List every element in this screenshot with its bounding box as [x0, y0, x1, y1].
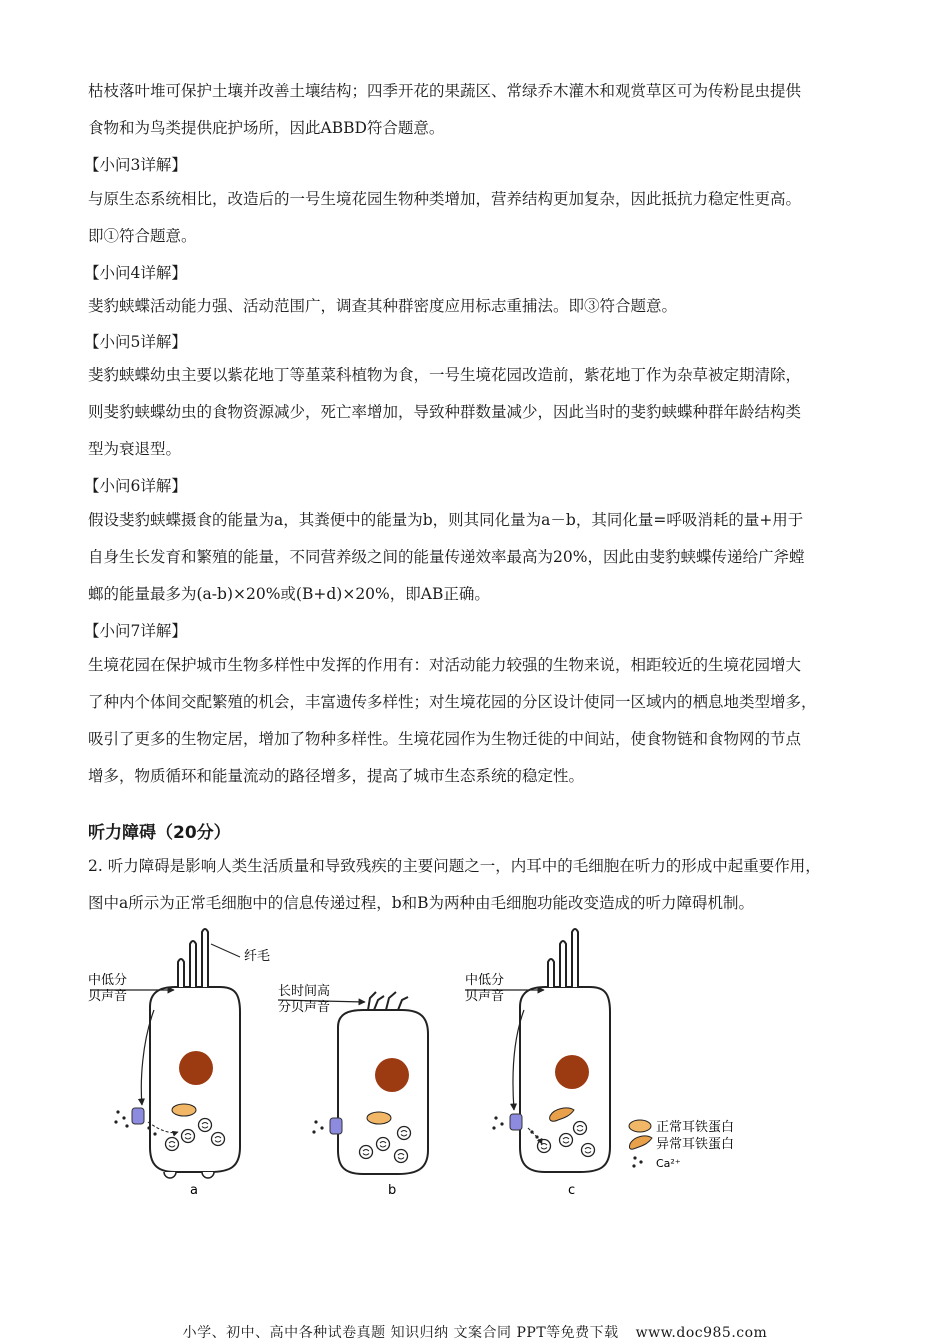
vesicle	[395, 1150, 408, 1163]
legend-abnormal-label: 异常耳铁蛋白	[656, 1137, 735, 1152]
label-sound-b-line1: 长时间高	[278, 984, 331, 999]
question-heading-6: 【小问6详解】	[84, 477, 187, 495]
page-footer	[0, 1322, 950, 1342]
label-sound-b-line2: 分贝声音	[278, 1000, 331, 1015]
paragraph-line: 假设斐豹蛱蝶摄食的能量为a，其粪便中的能量为b，则其同化量为a－b，其同化量=呼吸消耗的量+用于	[88, 511, 804, 529]
vesicle	[182, 1130, 195, 1143]
caption-c: c	[568, 1183, 576, 1198]
label-sound-a-line1: 中低分	[88, 973, 128, 988]
question-heading-7: 【小问7详解】	[84, 622, 187, 640]
figure-legend	[629, 1119, 734, 1170]
nucleus	[375, 1058, 409, 1092]
cilium	[178, 959, 184, 987]
paragraph-line: 即①符合题意。	[88, 227, 197, 245]
legend-calcium-swatch	[632, 1156, 642, 1167]
cilium	[202, 929, 208, 987]
vesicle	[212, 1133, 225, 1146]
vesicle	[538, 1140, 551, 1153]
nucleus	[555, 1055, 589, 1089]
calcium-ions	[312, 1120, 323, 1133]
paragraph-line: 生境花园在保护城市生物多样性中发挥的作用有：对活动能力较强的生物来说，相距较近的生境花园增大	[88, 656, 802, 674]
exocytosis	[164, 1172, 176, 1178]
legend-calcium-label: Ca²⁺	[656, 1157, 681, 1170]
footer-url[interactable]: www.doc985.com	[635, 1325, 768, 1341]
paragraph-line: 则斐豹蛱蝶幼虫的食物资源减少，死亡率增加，导致种群数量减少，因此当时的斐豹蛱蝶种群年龄结构类	[88, 403, 802, 421]
vesicle	[398, 1127, 411, 1140]
question-text-line: 2. 听力障碍是影响人类生活质量和导致残疾的主要问题之一，内耳中的毛细胞在听力的形成中起重要作用，	[88, 857, 821, 875]
paragraph-line: 增多，物质循环和能量流动的路径增多，提高了城市生态系统的稳定性。	[88, 767, 585, 785]
label-cilia: 纤毛	[244, 949, 271, 964]
vesicle	[574, 1122, 587, 1135]
paragraph-line: 螂的能量最多为(a-b)×20%或(B+d)×20%，即AB正确。	[88, 585, 490, 603]
caption-b: b	[388, 1183, 397, 1198]
caption-a: a	[190, 1183, 198, 1198]
cell-a	[88, 929, 270, 1198]
cell-c	[465, 929, 610, 1198]
exocytosis	[202, 1172, 214, 1178]
label-sound-c-line2: 贝声音	[465, 989, 505, 1004]
damaged-cilium	[386, 992, 396, 1010]
paragraph-line: 斐豹蛱蝶活动能力强、活动范围广，调查其种群密度应用标志重捕法。即③符合题意。	[88, 297, 678, 315]
nucleus	[179, 1051, 213, 1085]
question-heading-4: 【小问4详解】	[84, 264, 187, 282]
cell-b	[278, 983, 428, 1198]
damaged-cilium	[398, 997, 408, 1010]
question-text-line: 图中a所示为正常毛细胞中的信息传递过程，b和B为两种由毛细胞功能改变造成的听力障碍机制。	[88, 894, 755, 912]
vesicle	[199, 1119, 212, 1132]
question-heading-5: 【小问5详解】	[84, 333, 187, 351]
cilium	[560, 941, 566, 987]
label-sound-c-line1: 中低分	[465, 973, 505, 988]
otoferlin-normal	[367, 1112, 391, 1124]
damaged-cilium	[374, 996, 384, 1010]
legend-abnormal-swatch	[629, 1136, 652, 1149]
paragraph-line: 型为衰退型。	[88, 440, 182, 458]
paragraph-line: 了种内个体间交配繁殖的机会，丰富遗传多样性；对生境花园的分区设计使同一区域内的栖息地类型增多，	[88, 693, 817, 711]
cilium	[548, 959, 554, 987]
legend-normal-label: 正常耳铁蛋白	[656, 1120, 735, 1135]
otoferlin-normal	[172, 1104, 196, 1116]
cilia-pointer	[211, 944, 240, 957]
vesicle	[360, 1146, 373, 1159]
paragraph-line: 食物和为鸟类提供庇护场所，因此ABBD符合题意。	[88, 119, 445, 137]
vesicle	[560, 1134, 573, 1147]
cilium	[190, 941, 196, 987]
section-title: 听力障碍（20分）	[88, 823, 231, 843]
label-sound-a-line2: 贝声音	[88, 989, 128, 1004]
hair-cell-figure	[80, 922, 780, 1202]
paragraph-line: 斐豹蛱蝶幼虫主要以紫花地丁等堇菜科植物为食，一号生境花园改造前，紫花地丁作为杂草被定期清除，	[88, 366, 802, 384]
vesicle	[377, 1138, 390, 1151]
vesicle	[582, 1144, 595, 1157]
footer-text: 小学、初中、高中各种试卷真题 知识归纳 文案合同 PPT等免费下载	[182, 1325, 619, 1341]
paragraph-line: 自身生长发育和繁殖的能量，不同营养级之间的能量传递效率最高为20%，因此由斐豹蛱蝶传递给广斧螳	[88, 548, 805, 566]
legend-normal-swatch	[629, 1120, 651, 1132]
calcium-channel	[132, 1108, 144, 1124]
vesicle	[166, 1138, 179, 1151]
question-heading-3: 【小问3详解】	[84, 156, 187, 174]
paragraph-line: 枯枝落叶堆可保护土壤并改善土壤结构；四季开花的果蔬区、常绿乔木灌木和观赏草区可为传粉昆虫提供	[88, 82, 802, 100]
paragraph-line: 吸引了更多的生物定居，增加了物种多样性。生境花园作为生物迁徙的中间站，使食物链和食物网的节点	[88, 730, 802, 748]
paragraph-line: 与原生态系统相比，改造后的一号生境花园生物种类增加，营养结构更加复杂，因此抵抗力稳定性更高。	[88, 190, 802, 208]
calcium-channel	[330, 1118, 342, 1134]
calcium-channel	[510, 1114, 522, 1130]
cilium	[572, 929, 578, 987]
